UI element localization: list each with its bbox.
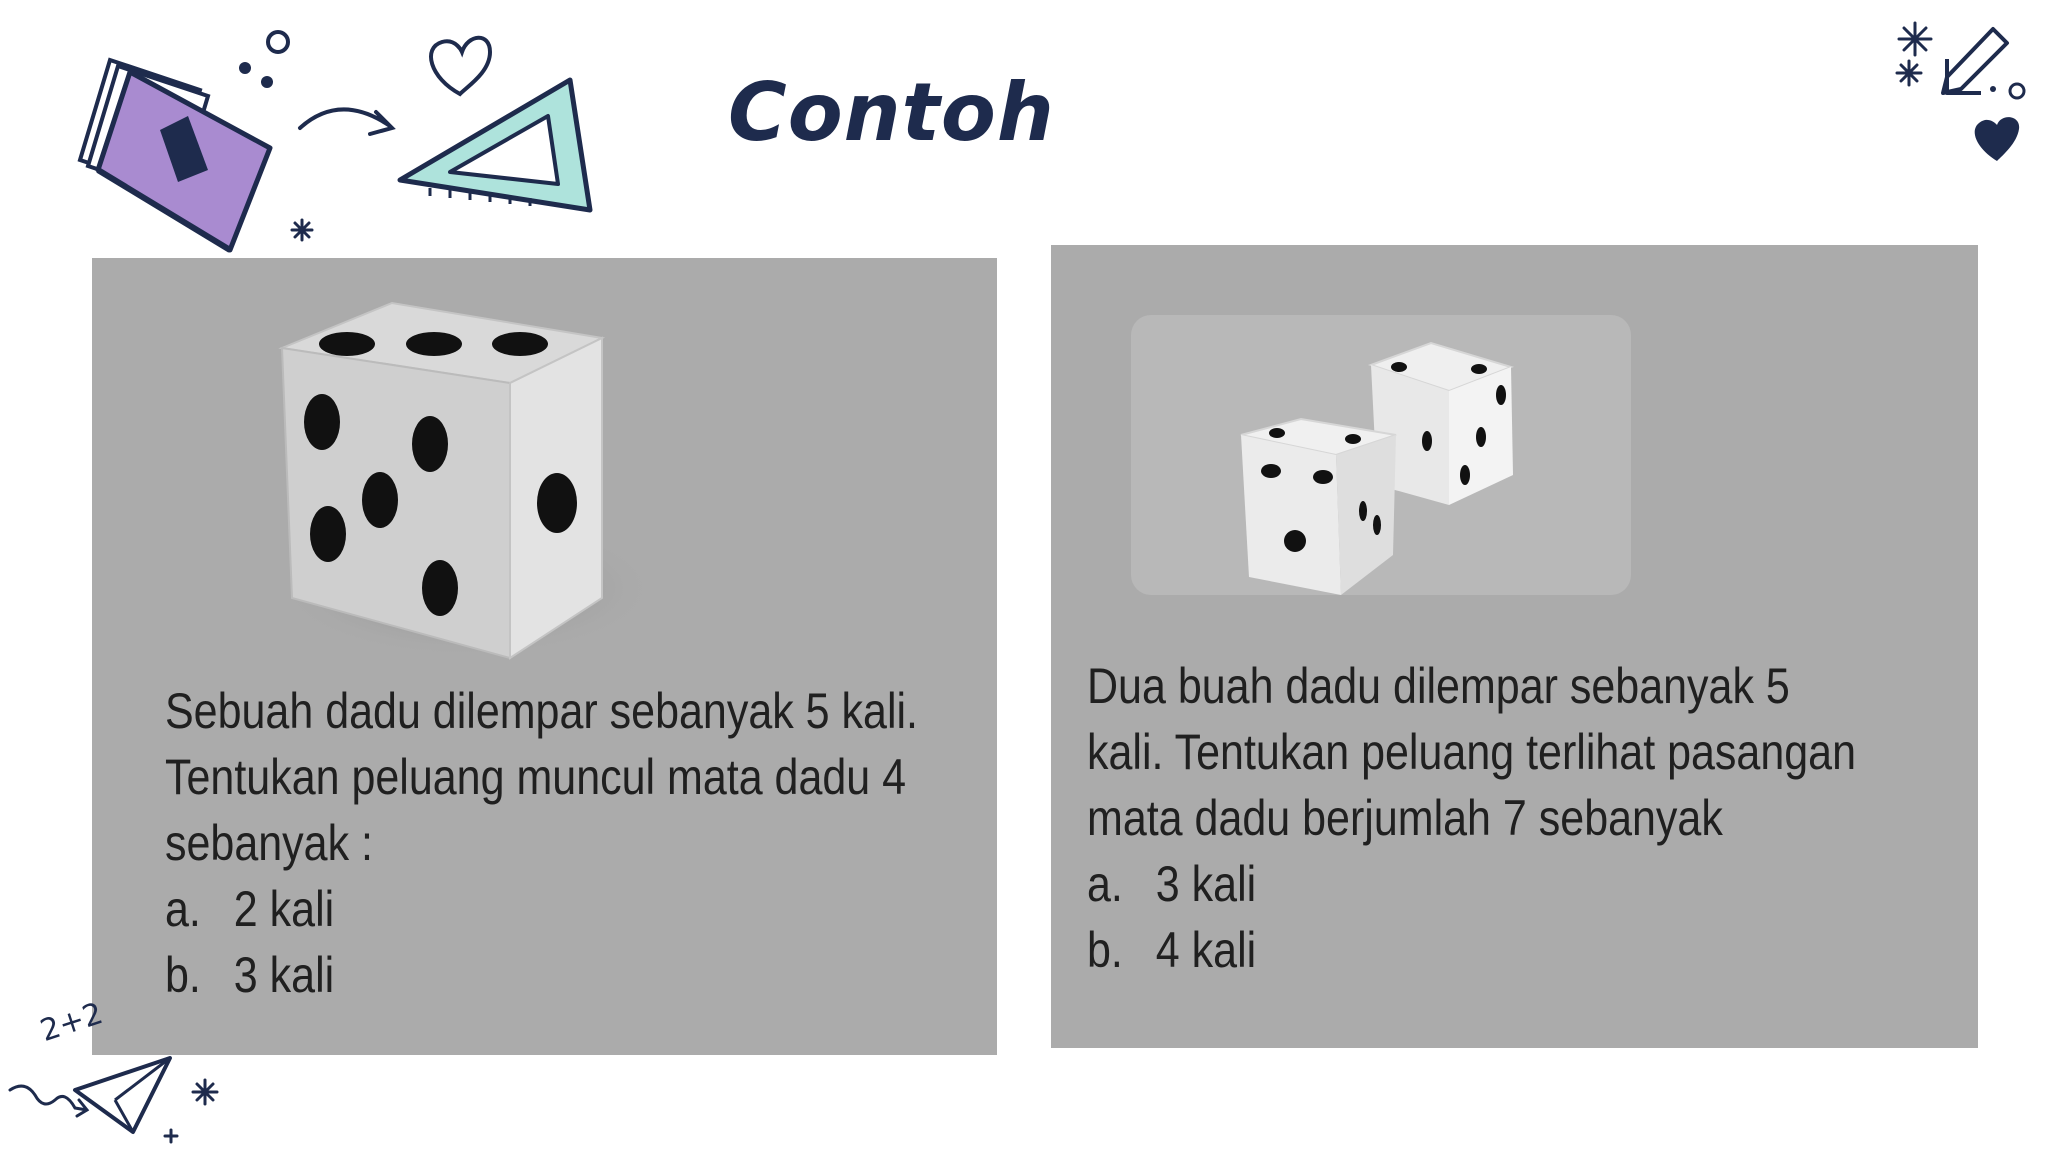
heart-icon: [431, 38, 490, 94]
two-dice-icon: [1131, 315, 1631, 655]
top-left-doodles: [70, 20, 610, 260]
example-card-2: [1051, 245, 1978, 1048]
sparkle-icon: [165, 1080, 217, 1142]
option-letter: b.: [165, 947, 201, 1003]
question-line: sebanyak :: [165, 815, 373, 871]
circle-dots-icon: [239, 32, 288, 88]
question-line: mata dadu berjumlah 7 sebanyak: [1087, 790, 1723, 846]
question-line: Dua buah dadu dilempar sebanyak 5: [1087, 658, 1790, 714]
slide-title: Contoh: [728, 66, 1055, 159]
question-line: kali. Tentukan peluang terlihat pasangan: [1087, 724, 1857, 780]
option-letter: b.: [1087, 922, 1123, 978]
option-text: 4 kali: [1155, 922, 1257, 978]
option-text: 3 kali: [1155, 856, 1257, 912]
option-text: 3 kali: [233, 947, 335, 1003]
arrow-icon: [300, 109, 392, 134]
formula-text: 2+2: [36, 996, 108, 1049]
option-b: [1087, 917, 1926, 983]
book-icon: [80, 60, 270, 250]
sparkle-icon: [1897, 23, 1931, 85]
option-letter: a.: [165, 881, 201, 937]
sparkle-icon: [292, 220, 312, 240]
option-a: [165, 876, 997, 942]
bottom-left-doodles: [5, 1050, 235, 1150]
example-card-1: [92, 258, 997, 1055]
option-a: [1087, 851, 1926, 917]
single-die-icon: [252, 278, 672, 678]
heart-icon: [1975, 117, 2019, 161]
triangle-ruler-icon: [400, 80, 590, 210]
option-letter: a.: [1087, 856, 1123, 912]
option-text: 2 kali: [233, 881, 335, 937]
paper-plane-icon: [75, 1058, 170, 1132]
question-line: Sebuah dadu dilempar sebanyak 5 kali.: [165, 683, 919, 739]
question-line: Tentukan peluang muncul mata dadu 4: [165, 749, 907, 805]
top-right-doodles: [1885, 15, 2035, 175]
arrow-icon: [1943, 29, 2007, 93]
circle-dots-icon: [1990, 84, 2024, 98]
option-b: [165, 942, 997, 1008]
example-1-text: [165, 678, 997, 1008]
example-2-text: [1087, 653, 1926, 983]
